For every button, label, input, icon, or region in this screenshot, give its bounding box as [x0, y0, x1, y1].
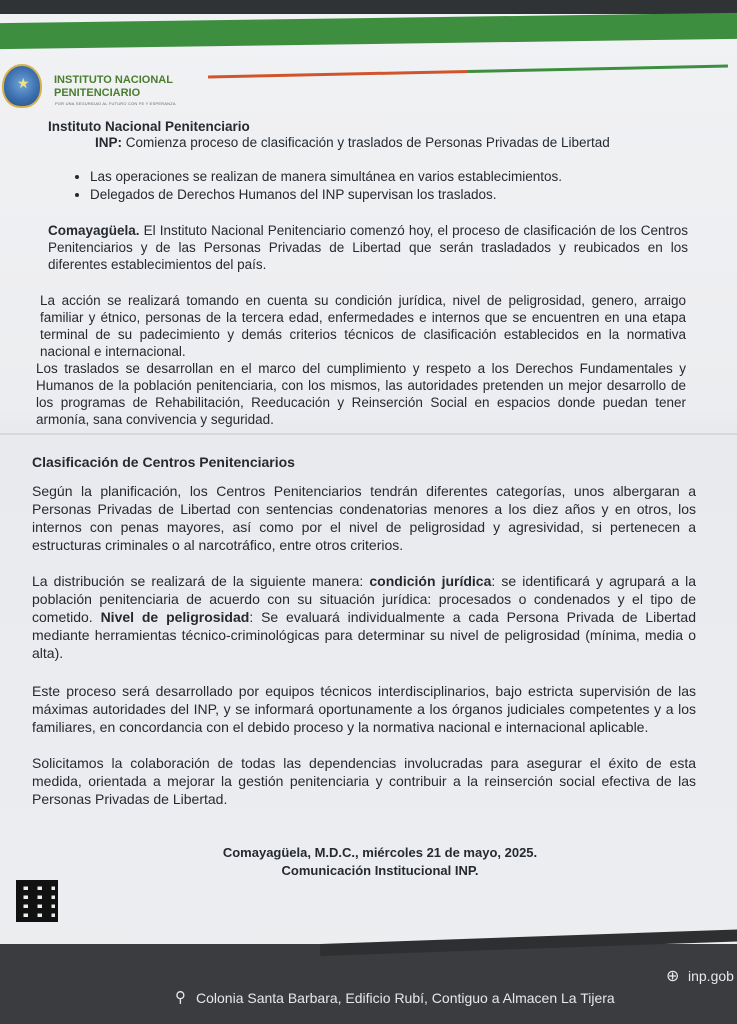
- document-subtitle: [95, 134, 610, 151]
- paragraph-rights: Los traslados se desarrollan en el marco del cumplimiento y respeto a los Derechos Fundamentales y Humanos de la población penitenciaria, con los mismos, las autoridades pretenden un mejor desarrollo de los programas de Rehabilitación, Reeducación y Reinserción Social en espacios donde puedan tener armonía, sana convivencia y seguridad.: [36, 361, 686, 427]
- list-item: • Delegados de Derechos Humanos del INP supervisan los traslados.: [90, 186, 562, 204]
- footer-stripe: [320, 929, 737, 956]
- location-pin-icon: ⚲: [175, 988, 186, 1006]
- footer-website: inp.gob: [688, 968, 734, 984]
- paper-fold: [0, 433, 737, 435]
- globe-icon: ⊕: [666, 966, 680, 985]
- paragraph-process: Este proceso será desarrollado por equipos técnicos interdisciplinarios, bajo estricta supervisión de las máximas autoridades del INP, y se informará oportunamente a los órganos judiciales competentes y a los familiares, en concordancia con el debido proceso y la normativa nacional e internacional aplicable.: [32, 683, 696, 735]
- term-legal-status: condición jurídica: [369, 573, 492, 589]
- star-icon: ★: [17, 76, 30, 92]
- dateline: Comayagüela.: [48, 223, 140, 238]
- paragraph-distribution: [32, 572, 696, 662]
- org-motto: POR UNA SEGURIDAD AL FUTURO CON FE Y ESPERANZA: [55, 101, 176, 106]
- sign-place-date: Comayagüela, M.D.C., miércoles 21 de mayo, 2025.: [222, 845, 538, 860]
- paragraph-collaboration: Solicitamos la colaboración de todas las dependencias involucradas para asegurar el éxito de esta medida, orientada a mejorar la gestión penitenciaria y contribuir a la reinserción social efectiva de las Personas Privadas de Libertad.: [32, 755, 696, 807]
- section-title: Clasificación de Centros Penitenciarios: [32, 454, 295, 470]
- intro-text: El Instituto Nacional Penitenciario comenzó hoy, el proceso de clasificación de los Centros Penitenciarios y de las Personas Privadas de Libertad que serán trasladados y reubicados en los diferentes establecimientos del país.: [48, 223, 688, 272]
- header-accent-line: [208, 65, 728, 79]
- footer-address: Colonia Santa Barbara, Edificio Rubí, Contiguo a Almacen La Tijera: [196, 990, 615, 1006]
- signature-block: [180, 844, 580, 880]
- subtitle-text: Comienza proceso de clasificación y traslados de Personas Privadas de Libertad: [122, 135, 610, 150]
- subtitle-prefix: INP:: [95, 135, 122, 150]
- distribution-intro: La distribución se realizará de la siguiente manera:: [32, 573, 370, 589]
- document-title: Instituto Nacional Penitenciario: [48, 119, 250, 134]
- term-danger-level: Nivel de peligrosidad: [100, 609, 250, 625]
- sign-department: Comunicación Institucional INP.: [281, 863, 479, 878]
- top-green-band: [0, 13, 737, 50]
- org-name-line2: PENITENCIARIO: [54, 87, 141, 99]
- paragraph-criteria: La acción se realizará tomando en cuenta su condición jurídica, nivel de peligrosidad, genero, arraigo familiar y étnico, personas de la tercera edad, enfermedades e internos que se encuentren en una etapa terminal de su padecimiento y demás criterios técnicos de clasificación establecidos en la normativa nacional e internacional.: [40, 293, 686, 359]
- org-name-line1: INSTITUTO NACIONAL: [54, 74, 173, 86]
- photo-edge: [0, 0, 737, 14]
- paragraph-planning: Según la planificación, los Centros Penitenciarios tendrán diferentes categorías, unos albergaran a Personas Privadas de Libertad con sentencias condenatorias menores a los diez años y en otros, los internos con penas mayores, así como por el nivel de peligrosidad y agresividad, si pertenecen a estructuras criminales o al narcotráfico, entre otros criterios.: [32, 483, 696, 553]
- org-name: [54, 74, 173, 100]
- letterhead: [0, 58, 737, 118]
- paragraph-intro: [48, 222, 688, 273]
- highlights-list: [70, 168, 562, 204]
- qr-code-icon: [16, 880, 58, 922]
- inp-seal-icon: [2, 64, 42, 108]
- footer-band: [0, 944, 737, 1024]
- distribution-legal-text: : se identificará y agrupará a la población penitenciaria de acuerdo con su situación jurídica: procesados o condenados y el tipo de cometido.: [32, 573, 696, 625]
- list-item: • Las operaciones se realizan de manera simultánea en varios establecimientos.: [90, 168, 562, 186]
- distribution-danger-text: : Se evaluará individualmente a cada Persona Privada de Libertad mediante herramientas técnico-criminológicas para determinar su nivel de peligrosidad (mínima, media o alta).: [32, 609, 696, 661]
